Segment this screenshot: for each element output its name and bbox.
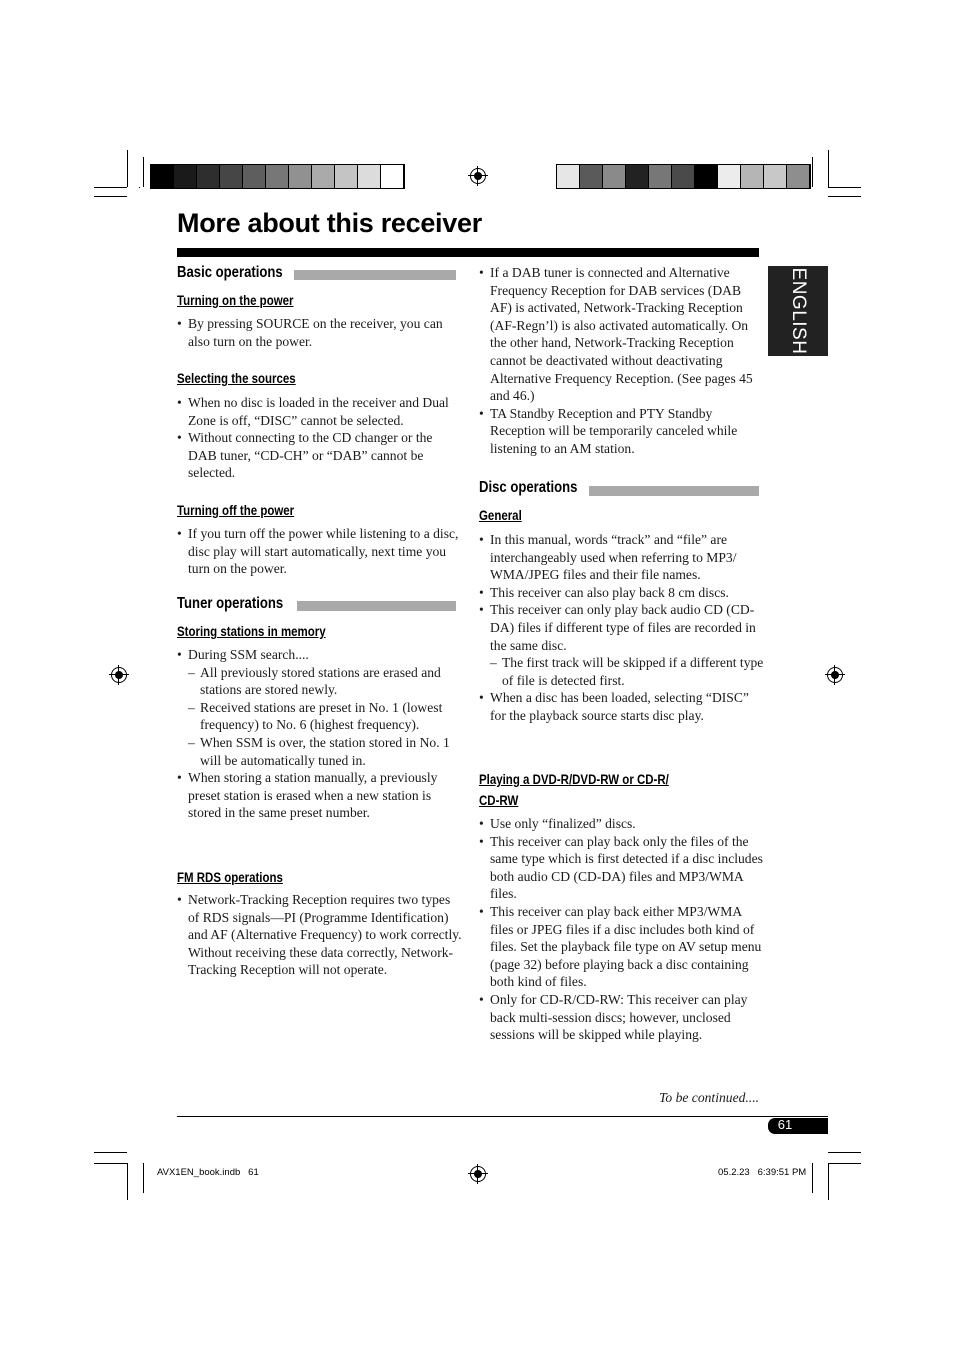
registration-mark-icon [827,667,843,683]
list-item: – The first track will be skipped if a different type of file is detected first. [479,654,764,689]
color-swatch [603,165,626,188]
bottom-rule [177,1116,828,1117]
list-item: – Received stations are preset in No. 1 (lowest frequency) to No. 6 (highest frequency). [177,699,462,734]
crop-mark [828,1163,829,1200]
page-number: 61 [777,1117,793,1132]
list-rds-continued [479,264,764,458]
list-turning-off [177,525,462,578]
crop-mark [828,150,829,187]
list-item: • During SSM search.... [177,646,462,664]
section-heading-tuner-operations: Tuner operations [177,595,284,612]
subheading-general: General [479,507,522,523]
list-selecting-sources [177,394,462,482]
crop-mark [143,1163,144,1193]
footer-filename: AVX1EN_book.indb 61 [157,1167,259,1178]
section-bar [294,270,456,280]
list-item: • When a disc has been loaded, selecting “DISC” for the playback source starts disc play. [479,689,764,724]
list-item: • This receiver can also play back 8 cm discs. [479,584,764,602]
page-title: More about this receiver [177,208,482,238]
list-item: • If you turn off the power while listening to a disc, disc play will start automatically, next time you turn on the power. [177,525,462,578]
crop-mark [127,1163,128,1200]
list-item: – When SSM is over, the station stored in No. 1 will be automatically tuned in. [177,734,462,769]
list-general [479,531,764,725]
color-swatch [312,165,335,188]
subheading-storing-stations: Storing stations in memory [177,623,326,639]
crop-mark [94,1163,127,1164]
list-item: • Network-Tracking Reception requires two types of RDS signals—PI (Programme Identification) and AF (Alternative Frequency) to work correctly. Without receiving these data correctly, Network-Tracking Reception will not operate. [177,891,462,979]
list-item: • By pressing SOURCE on the receiver, you can also turn on the power. [177,315,462,350]
color-swatch [335,165,358,188]
color-calibration-bar-left [150,164,405,189]
section-heading-disc-operations: Disc operations [479,479,578,496]
registration-mark-icon [470,1166,486,1182]
color-calibration-bar-right [556,164,811,189]
list-item: – All previously stored stations are erased and stations are stored newly. [177,664,462,699]
list-item: • This receiver can play back only the files of the same type which is first detected if a disc includes both audio CD (CD-DA) files and MP3/WMA files. [479,833,764,903]
list-item: • This receiver can play back either MP3/WMA files or JPEG files if a disc includes both kind of files. Set the playback file type on AV setup menu (page 32) before playing back a disc containing both kind of files. [479,903,764,991]
color-swatch [626,165,649,188]
crop-mark [94,187,127,188]
crop-mark [812,1163,813,1193]
section-heading-basic-operations: Basic operations [177,264,283,281]
list-item: • This receiver can only play back audio CD (CD-DA) files if different type of files are recorded in the same disc. [479,601,764,654]
subheading-playing-dvd-r: Playing a DVD-R/DVD-RW or CD-R/ [479,771,669,787]
list-item: • In this manual, words “track” and “file” are interchangeably used when referring to MP3/ WMA/JPEG files and their file names. [479,531,764,584]
list-item: • Without connecting to the CD changer or the DAB tuner, “CD-CH” or “DAB” cannot be selected. [177,429,462,482]
color-swatch [266,165,289,188]
color-swatch [358,165,381,188]
crop-mark [828,1163,861,1164]
crop-mark [94,196,127,197]
registration-mark-icon [470,168,486,184]
list-item: • TA Standby Reception and PTY Standby Reception will be temporarily canceled while listening to an AM station. [479,405,764,458]
color-swatch [289,165,312,188]
color-swatch [381,165,404,188]
registration-mark-icon [111,667,127,683]
color-swatch [764,165,787,188]
list-playing-dvd-r [479,815,764,1044]
crop-mark [828,187,861,188]
continued-note: To be continued.... [659,1090,759,1105]
color-swatch [672,165,695,188]
color-swatch [151,165,174,188]
title-rule [177,248,759,257]
color-swatch [718,165,741,188]
crop-mark [812,157,813,187]
color-swatch [197,165,220,188]
color-swatch [557,165,580,188]
list-item: • When no disc is loaded in the receiver and Dual Zone is off, “DISC” cannot be selected. [177,394,462,429]
color-swatch [174,165,197,188]
color-swatch [695,165,718,188]
list-fm-rds [177,891,462,979]
color-swatch [787,165,810,188]
crop-mark [143,157,144,187]
color-swatch [580,165,603,188]
subheading-fm-rds: FM RDS operations [177,869,283,885]
section-bar [297,601,456,611]
subheading-turning-off: Turning off the power [177,502,295,518]
color-swatch [243,165,266,188]
subheading-turning-on: Turning on the power [177,292,294,308]
list-item: • Use only “finalized” discs. [479,815,764,833]
list-turning-on [177,315,462,350]
crop-mark [127,150,128,187]
list-item: • Only for CD-R/CD-RW: This receiver can play back multi-session discs; however, unclosed sessions will be skipped while playing. [479,991,764,1044]
crop-mark [828,1152,861,1153]
color-swatch [741,165,764,188]
section-bar [589,486,759,496]
crop-mark [94,1152,127,1153]
crop-mark [828,196,861,197]
list-item: • When storing a station manually, a previously preset station is erased when a new station is stored in the same preset number. [177,769,462,822]
crop-mark [139,187,140,188]
language-tab-label: ENGLISH [788,267,809,355]
subheading-playing-dvd-r-line2: CD-RW [479,792,519,808]
color-swatch [220,165,243,188]
subheading-selecting-sources: Selecting the sources [177,370,296,386]
list-item: • If a DAB tuner is connected and Alternative Frequency Reception for DAB services (DAB AF) is activated, Network-Tracking Reception (AF-Regn’l) is also activated automatically. On the other hand, Network-Tracking Reception cannot be deactivated without deactivating Alternative Frequency Reception. (See pages 45 and 46.) [479,264,764,405]
footer-timestamp: 05.2.23 6:39:51 PM [718,1167,807,1178]
color-swatch [649,165,672,188]
list-storing-stations [177,646,462,822]
language-tab [768,266,828,356]
